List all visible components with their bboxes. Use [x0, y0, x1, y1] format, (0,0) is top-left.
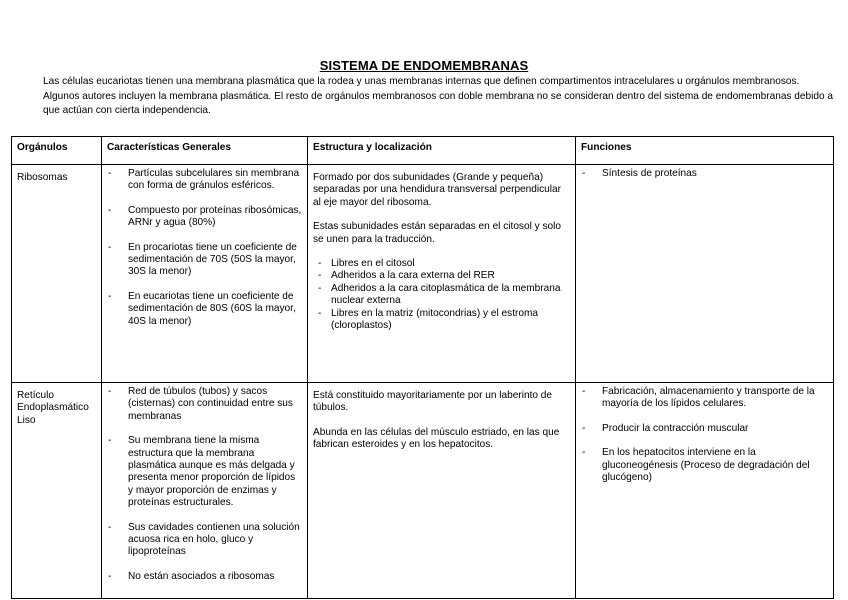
list-item: - Producir la contracción muscular [581, 423, 828, 435]
characteristics-cell [102, 383, 308, 599]
structure-cell [308, 383, 576, 599]
list-item: - Adheridos a la cara citoplasmática de la membrana nuclear externa [313, 283, 570, 308]
list-item: - Red de túbulos (tubos) y sacos (cisternas) con continuidad entre sus membranas [107, 386, 302, 423]
header-functions: Funciones [576, 137, 834, 165]
list-item: - No están asociados a ribosomas [107, 571, 302, 583]
structure-paragraph: Formado por dos subunidades (Grande y pequeña) separadas por una hendidura transversal perpendicular al eje mayor del ribosoma. [313, 172, 562, 208]
structure-paragraph: Estas subunidades están separadas en el citosol y solo se unen para la traducción. [313, 221, 562, 245]
location-list [313, 258, 570, 332]
list-item: - Síntesis de proteínas [581, 168, 828, 180]
list-item: - Compuesto por proteínas ribosómicas, ARNr y agua (80%) [107, 205, 302, 230]
organelles-table [11, 136, 834, 599]
page-title: SISTEMA DE ENDOMEMBRANAS [319, 58, 529, 73]
organelle-name-text: Retículo Endoplasmático Liso [17, 390, 89, 426]
list-item: - Su membrana tiene la misma estructura que la membrana plasmática aunque es más delgada y presenta menor proporción de lípidos y mayor proporción de enzimas y proteínas estructurales. [107, 435, 302, 509]
functions-cell [576, 165, 834, 383]
header-organelles: Orgánulos [12, 137, 102, 165]
list-item: - En los hepatocitos interviene en la gluconeogénesis (Proceso de degradación del glucógeno) [581, 447, 828, 484]
list-item: - Libres en la matriz (mitocondrias) y el estroma (cloroplastos) [313, 308, 570, 333]
structure-paragraph: Abunda en las células del músculo estriado, en las que fabrican esteroides y en los hepatocitos. [313, 426, 560, 451]
list-item: - Sus cavidades contienen una solución acuosa rica en holo, gluco y lipoproteínas [107, 522, 302, 559]
header-structure: Estructura y localización [308, 137, 576, 165]
functions-cell [576, 383, 834, 599]
characteristics-cell [102, 165, 308, 383]
functions-list [581, 386, 828, 484]
table-row-ribosomes [12, 165, 834, 383]
organelle-name-text: Ribosomas [17, 172, 68, 183]
list-item: - Libres en el citosol [313, 258, 570, 270]
structure-paragraph: Está constituido mayoritariamente por un laberinto de túbulos. [313, 390, 553, 414]
table-row-smooth-er [12, 383, 834, 599]
list-item: - En eucariotas tiene un coeficiente de sedimentación de 80S (60S la mayor, 40S la menor) [107, 291, 302, 328]
intro-paragraph: Las células eucariotas tienen una membrana plasmática que la rodea y unas membranas internas que definen compartimentos intracelulares u orgánulos membranosos. Algunos autores incluyen la membrana plasmática. El resto de orgánulos membranosos con doble membrana no se consideran dentro del sistema de endomembranas debido a que actúan con cierta independencia. [43, 76, 834, 116]
list-item: - Adheridos a la cara externa del RER [313, 270, 570, 282]
characteristics-list [107, 168, 302, 328]
organelle-name [12, 165, 102, 383]
header-characteristics: Características Generales [102, 137, 308, 165]
list-item: - Fabricación, almacenamiento y transporte de la mayoría de los lípidos celulares. [581, 386, 828, 411]
characteristics-list [107, 386, 302, 583]
table-header-row [12, 137, 834, 165]
list-item: - En procariotas tiene un coeficiente de sedimentación de 70S (50S la mayor, 30S la menor) [107, 242, 302, 279]
functions-list [581, 168, 828, 180]
list-item: - Partículas subcelulares sin membrana con forma de gránulos esféricos. [107, 168, 302, 193]
organelle-name [12, 383, 102, 599]
structure-cell [308, 165, 576, 383]
